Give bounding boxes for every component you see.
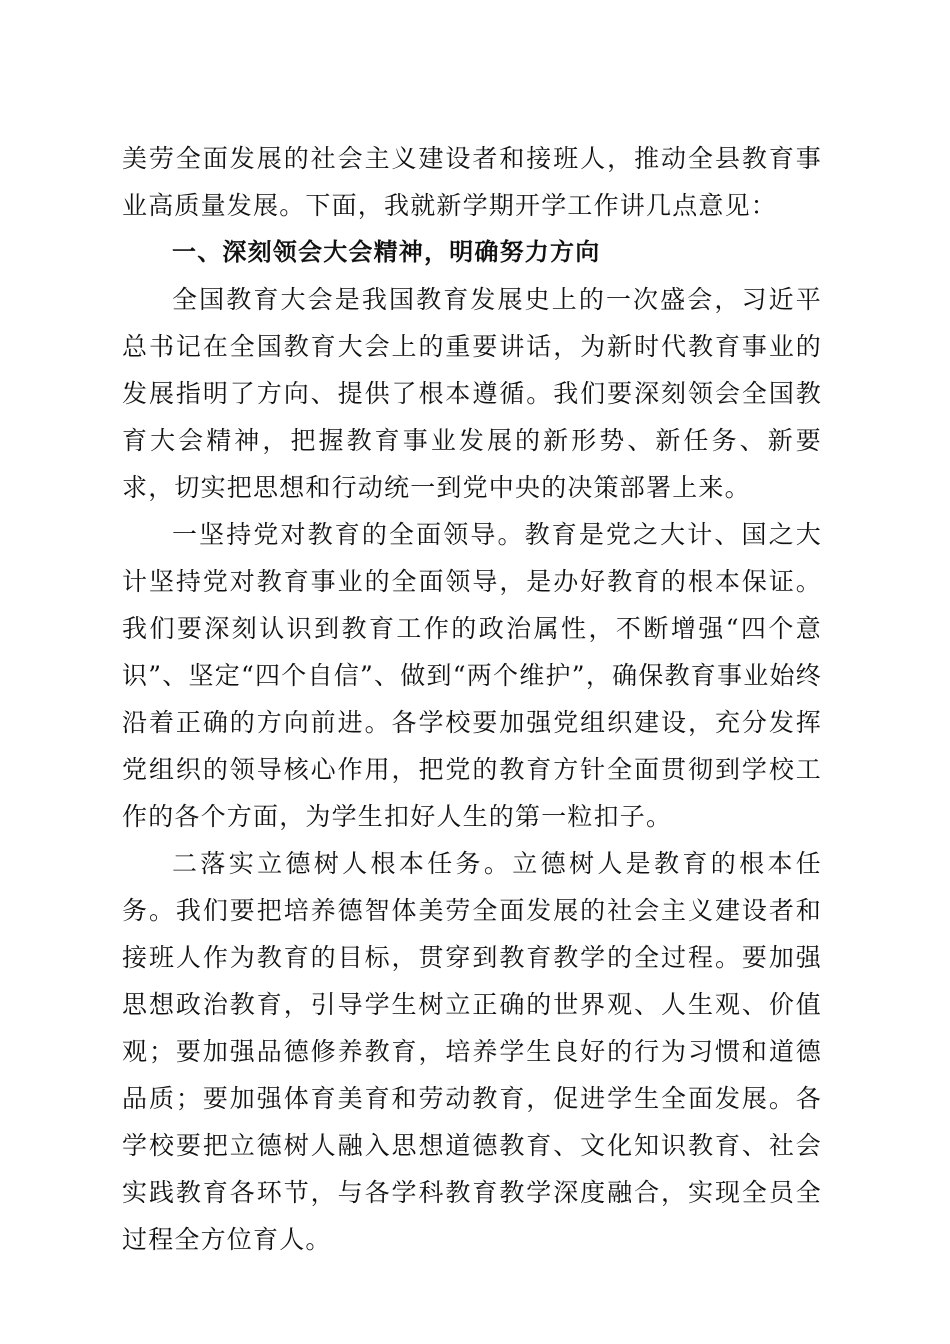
- section-heading: 一、深刻领会大会精神，明确努力方向: [172, 238, 601, 266]
- document-body: [122, 135, 822, 1263]
- body-paragraph-1: 全国教育大会是我国教育发展史上的一次盛会，习近平总书记在全国教育大会上的重要讲话，为新时代教育事业的发展指明了方向、提供了根本遵循。我们要深刻领会全国教育大会精神，把握教育事业发展的新形势、新任务、新要求，切实把思想和行动统一到党中央的决策部署上来。: [122, 285, 822, 502]
- body-paragraph-3: 二落实立德树人根本任务。立德树人是教育的根本任务。我们要把培养德智体美劳全面发展的社会主义建设者和接班人作为教育的目标，贯穿到教育教学的全过程。要加强思想政治教育，引导学生树立正确的世界观、人生观、价值观；要加强品德修养教育，培养学生良好的行为习惯和道德品质；要加强体育美育和劳动教育，促进学生全面发展。各学校要把立德树人融入思想道德教育、文化知识教育、社会实践教育各环节，与各学科教育教学深度融合，实现全员全过程全方位育人。: [122, 849, 822, 1254]
- intro-paragraph: 美劳全面发展的社会主义建设者和接班人，推动全县教育事业高质量发展。下面，我就新学期开学工作讲几点意见：: [122, 144, 822, 220]
- body-paragraph-2: 一坚持党对教育的全面领导。教育是党之大计、国之大计坚持党对教育事业的全面领导，是办好教育的根本保证。我们要深刻认识到教育工作的政治属性，不断增强“四个意识”、坚定“四个自信”、做到“两个维护”，确保教育事业始终沿着正确的方向前进。各学校要加强党组织建设，充分发挥党组织的领导核心作用，把党的教育方针全面贯彻到学校工作的各个方面，为学生扣好人生的第一粒扣子。: [122, 520, 822, 831]
